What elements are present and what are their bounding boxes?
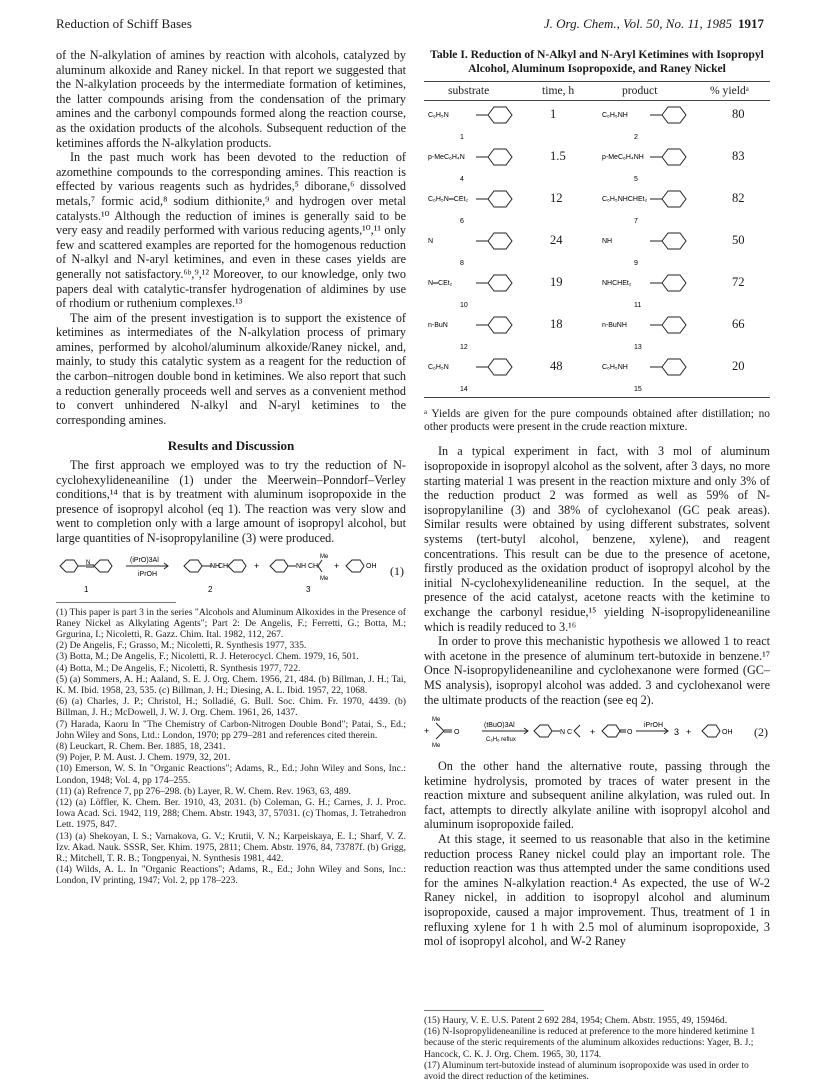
yield-cell: 82 [732,191,745,205]
footnote: (16) N-Isopropylideneaniline is reduced at preference to the more hindered ketimine 1 because of the steric requirements of the aluminum alkoxides reductions: Yager, B. J.; Hancock, C. K. J. Org. Chem. 1965, 30, 1174. [424,1026,756,1060]
structure-formula: N [428,238,434,245]
time-cell: 18 [550,317,563,331]
paragraph: In the past much work has been devoted to the reduction of azomethine compounds to the corresponding amines. This reaction is effected by various reagents such as hydrides,⁵ diborane,⁶ dissolved metals,⁷ formic acid,⁸ sodium dithionite,⁹ and hydrogen over metal catalysts.¹⁰ Although the reduction of imines is generally said to be very easy and readily performed with various reducing agents,¹⁰,¹¹ only few and scattered examples are reported for the homogenous reduction of N-alkyl and N-aryl ketimines, and even in these cases yields are generally not satisfactory.⁶ᵇ,⁹,¹² Moreover, to our knowledge, only two papers deal with catalytic-transfer hydrogenation of aldimines by use of rhodium or ruthenium complexes.¹³ [56,150,406,311]
oh-label: OH [722,729,733,737]
substrate-cell-structure [426,271,546,311]
substrate-cell [426,313,546,357]
yield-cell: 50 [732,233,745,247]
compound-number: 15 [634,386,642,393]
compound-number: 5 [634,176,638,183]
plus-sign: + [254,560,260,571]
compound-number: 7 [634,218,638,225]
product-cell [600,355,720,399]
compound-number: 12 [460,344,468,351]
reagent-label: (iPrO)3Al [130,556,159,564]
product-cell [600,313,720,357]
methyl-label: Me [432,743,441,750]
ring [662,317,686,333]
nitrogen-label: N [560,729,566,737]
footnote: (12) (a) Löffler, K. Chem. Ber. 1910, 43, 2031. (b) Coleman, G. H.; Carnes, J. J. Proc. Iowa Acad. Sci. 1942, 119, 288; Chem. Abstr. 1943, 37, 57031. (c) Thomas, J. Tetrahedron Lett. 1975, 847. [56,797,406,831]
compound-number: 9 [634,260,638,267]
ring [662,359,686,375]
reagent-label: (tBuO)3Al [484,722,515,730]
time-cell: 12 [550,191,563,205]
plus-sign: + [686,727,692,738]
journal-name: J. Org. Chem., Vol. 50, No. 11, 1985 [543,16,732,31]
structure-formula: C₆H₅N═CEt₂ [428,196,469,203]
footnote: (10) Emerson, W. S. In "Organic Reactions"; Adams, R., Ed.; John Wiley and Sons, Inc.: London, 1948; Vol. 4, pp 174–255. [56,763,406,786]
col-product: product [622,84,658,97]
structure-formula: C₆H₅NH [602,364,628,371]
col-substrate: substrate [448,84,490,97]
equation-1 [56,552,406,594]
substrate-cell-structure [426,355,546,395]
structure-formula: n-BuN [428,322,448,329]
product-cell [600,271,720,315]
substrate-cell [426,145,546,189]
equation-number: (2) [754,725,768,740]
compound-number: 11 [634,302,642,309]
plus-sign: + [334,560,340,571]
ring [662,275,686,291]
ch-label: CH [308,562,319,570]
footnote: (8) Leuckart, R. Chem. Ber. 1885, 18, 2341. [56,741,226,753]
table-row [424,227,770,269]
table-row [424,269,770,311]
oh-label: OH [366,562,377,570]
oxygen-label: O [454,729,460,737]
paragraph: The first approach we employed was to try the reduction of N-cyclohexylideneaniline (1) under the Meerwein–Ponndorf–Verley conditions,¹⁴ that is by treatment with aluminum isopropoxide in the presence of isopropyl alcohol (eq 1). The reaction was very slow and went to completion only with a large amount of isopropyl alcohol, but large quantities of N-isopropylaniline (3) were produced. [56,458,406,545]
ring [488,107,512,123]
structure-formula: NHCHEt₂ [602,280,632,287]
time-cell: 19 [550,275,563,289]
time-cell: 48 [550,359,563,373]
footnote-divider [424,1010,544,1011]
ch-label: CH [218,562,229,570]
product-cell-structure [600,187,720,227]
equation-1-scheme [56,552,406,594]
yield-cell: 20 [732,359,745,373]
substrate-cell [426,355,546,399]
yield-cell: 83 [732,149,745,163]
paragraph: of the N-alkylation of amines by reaction with alcohols, catalyzed by aluminum alkoxide and Raney nickel. In that report we suggested that the N-alkylation proceeds by the intermediate formation of ketimines, the latter compounds arising from the condensation of the primary amines and the carbonyl compounds formed along the reaction course, as the oxidation products of the alcohols. Subsequent reduction of the ketimines affords the N-alkylation products. [56,48,406,150]
footnote: (6) (a) Charles, J. P.; Christol, H.; Solladié, G. Bull. Soc. Chim. Fr. 1970, 4439. (b) Billman, J. H.; McDowell, J. W. J. Org. Chem. 1961, 26, 1437. [56,696,406,719]
table-footnote: ᵃ Yields are given for the pure compounds obtained after distillation; no other products were present in the crude reaction mixture. [424,408,770,434]
right-column [424,48,770,949]
compound-number: 6 [460,218,464,225]
plus-sign: + [424,726,430,737]
time-cell: 24 [550,233,563,247]
yield-cell: 80 [732,107,745,121]
product-cell [600,103,720,147]
paragraph: At this stage, it seemed to us reasonable that also in the ketimine reduction process Raney nickel could play an important role. The reduction reaction was thus attempted under the same conditions used for the amines N-alkylation reaction.⁴ As expected, the use of W-2 Raney nickel, in addition to isopropyl alcohol and aluminum isopropoxide, caused a major improvement. Thus, treatment of 1 in refluxing xylene for 1 h with 2.5 mol of aluminum isopropoxide, 3 mol of isopropyl alcohol, and W-2 Raney [424,832,770,949]
footnote: (9) Pojer, P. M. Aust. J. Chem. 1979, 32, 201. [56,752,231,764]
compound-number: 2 [634,134,638,141]
compound-label: 3 [306,584,311,594]
substrate-cell [426,229,546,273]
substrate-cell-structure [426,145,546,185]
footnote: (2) De Angelis, F.; Grasso, M.; Nicoletti, R. Synthesis 1977, 335. [56,640,307,652]
footnote: (7) Harada, Kaoru In "The Chemistry of Carbon-Nitrogen Double Bond"; Patai, S., Ed.; John Wiley and Sons, Ltd.: London, 1970; pp 279–281 and references cited therein. [56,718,406,741]
footnotes-left [56,607,406,887]
methyl-label: Me [432,717,441,724]
paragraph: On the other hand the alternative route, passing through the ketimine hydrolysis, promoted by traces of water present in the reaction mixture and subsequent aniline alkylation, was ruled out. In fact, attempts to directly alkylate aniline with isopropyl alcohol and aluminum isopropoxide failed. [424,759,770,832]
table-row [424,353,770,395]
compound-label: 1 [84,584,89,594]
footnote: (15) Haury, V. E. U.S. Patent 2 692 284, 1954; Chem. Abstr. 1955, 49, 15946d. [424,1015,728,1026]
nh-label: NH [210,562,221,570]
col-yield: % yieldᵃ [710,84,749,97]
compound-number: 4 [460,176,464,183]
substrate-cell-structure [426,103,546,143]
paragraph: In a typical experiment in fact, with 3 mol of aluminum isopropoxide in isopropyl alcohol as the solvent, after 3 days, no more starting material 1 was present in the reaction mixture and only 3% of the reduction product 2 was formed as well as 59% of N-isopropylaniline (3) and 38% of cyclohexanol (GC peak areas). Similar results were obtained by using different substrates, solvent systems (tert-butyl alcohol, benzene, xylene), and reagent concentrations. This result can be due to the presence of acetone, firstly produced as the oxidation product of isopropyl alcohol by the initial N-cyclohexylideneaniline reduction. In the sequel, at the presence of the acid catalyst, acetone reacts with the ketimine to exchange the carbonyl residue,¹⁵ yielding N-isopropylideneaniline which is readily reduced to 3.¹⁶ [424,444,770,634]
structure-formula: C₆H₅NHCHEt₂ [602,196,648,203]
substrate-cell [426,103,546,147]
solvent-label: iPrOH [138,570,158,578]
nitrogen-label: N [86,559,91,566]
ring [488,317,512,333]
section-heading: Results and Discussion [167,438,295,454]
compound-number: 14 [460,386,468,393]
footnote: (11) (a) Refrence 7, pp 276–298. (b) Layer, R. W. Chem. Rev. 1963, 63, 489. [56,785,351,797]
footnote: (3) Botta, M.; De Angelis, F.; Nicoletti, R. J. Heterocycl. Chem. 1979, 16, 501. [56,651,359,663]
substrate-cell [426,187,546,231]
compound-number: 10 [460,302,468,309]
time-cell: 1.5 [550,149,566,163]
substrate-cell-structure [426,229,546,269]
structure-formula: n-BuNH [602,322,627,329]
ring [662,149,686,165]
time-cell: 1 [550,107,557,121]
methyl-label: Me [320,553,329,560]
reagent-label: iPrOH [644,722,664,730]
running-title: Reduction of Schiff Bases [56,16,192,31]
footnote: (17) Aluminum tert-butoxide instead of aluminum isopropoxide was used in order to avoid the direct reduction of the ketimines. [424,1059,749,1082]
product-cell [600,187,720,231]
compound-number: 13 [634,344,642,351]
ring [488,191,512,207]
product-cell-structure [600,355,720,395]
table-row [424,185,770,227]
yield-cell: 66 [732,317,745,331]
footnote-divider [56,602,176,603]
running-header [56,16,764,36]
structure-formula: N═CEt₂ [428,280,453,287]
methyl-label: Me [320,575,329,582]
product-cell-structure [600,145,720,185]
table-caption: Table I. Reduction of N-Alkyl and N-Aryl Ketimines with Isopropyl Alcohol, Aluminum Isopropoxide, and Raney Nickel [430,48,764,75]
page-number: 1917 [738,16,764,31]
footnote: (5) (a) Sommers, A. H.; Aaland, S. E. J. Org. Chem. 1956, 21, 484. (b) Billman, J. H.; Tai, K. M. Ibid. 1958, 23, 535. (c) Billman, J. H.; Diesing, A. L. Ibid. 1957, 22, 1068. [56,673,406,697]
ring [662,107,686,123]
table-body [424,101,770,395]
table-row [424,311,770,353]
paragraph: In order to prove this mechanistic hypothesis we allowed 1 to react with acetone in the presence of aluminum tert-butoxide in benzene.¹⁷ Once N-isopropylideneaniline and cyclohexanone were formed (GC–MS analysis), isopropyl alcohol was added. 3 and cyclohexanol were the ultimate products of the reaction (see eq 2). [424,634,770,707]
journal-citation [544,16,764,32]
structure-formula: NH [602,238,613,245]
structure-formula: C₆H₅N [428,364,449,371]
product-cell-structure [600,103,720,143]
benzene-ring [60,560,78,572]
product-cell-structure [600,229,720,269]
ring [488,359,512,375]
product-cell-structure [600,313,720,353]
substrate-cell-structure [426,313,546,353]
equation-2 [424,713,770,755]
table-row [424,143,770,185]
ring [488,275,512,291]
ring [662,191,686,207]
footnote: (14) Wilds, A. L. In "Organic Reactions"; Adams, R., Ed.; John Wiley and Sons, Inc.: London, IV printing, 1947; Vol. 2, pp 178–223. [56,864,406,887]
structure-formula: p-MeC₆H₄N [428,154,465,161]
structure-formula: C₆H₅N [428,112,449,119]
table-row [424,101,770,143]
footnote: (1) This paper is part 3 in the series "Alcohols and Aluminum Alkoxides in the Presence of Raney Nickel as Alkylating Agents"; Part 2: De Angelis, F.; Ferretti, G.; Botta, M.; Grgurina, I.; Nicoletti, R. Gazz. Chim. Ital. 1982, 112, 267. [56,606,406,640]
paragraph: The aim of the present investigation is to support the existence of ketimines as intermediates of the N-alkylation process of primary amines, performed by alcohol/aluminum alkoxide/Raney nickel, and, mainly, to study this catalytic system as a reagent for the reduction of the carbon–nitrogen double bond in ketimines. We also report that such a reduction generally proceeds well and serves as a convenient method to convert unhindered N-alkyl and N-aryl ketimines to the corresponding amines. [56,310,406,427]
oxygen-label: O [627,729,633,737]
product-cell [600,229,720,273]
ring [488,149,512,165]
compound-label: 2 [208,584,213,594]
structure-formula: C₆H₅NH [602,112,628,119]
carbon-label: C [567,729,573,737]
equation-number: (1) [390,563,404,578]
col-time: time, h [542,84,575,97]
plus-sign: + [590,727,596,738]
compound-number: 8 [460,260,464,267]
table-header [424,81,770,101]
substrate-cell [426,271,546,315]
product-cell-structure [600,271,720,311]
footnote: (13) (a) Shekoyan, I. S.; Varnakova, G. V.; Krutii, V. N.; Karpeiskaya, E. I.; Sharf, V. Z. Izv. Akad. Nauk. SSSR, Ser. Khim. 1975, 2811; Chem. Abstr. 1976, 84, 73787f. (b) Grigg, R.; Mitchell, T. R. B.; Tongpenyai, N. Synthesis 1981, 442. [56,830,406,865]
left-column [56,48,406,887]
structure-formula: p-MeC₆H₄NH [602,154,644,161]
cyclohexane-ring [94,560,112,572]
footnotes-right [424,1010,770,1082]
footnote: (4) Botta, M.; De Angelis, F.; Nicoletti, R. Synthesis 1977, 722. [56,662,301,674]
compound-number: 1 [460,134,464,141]
ring [662,233,686,249]
yield-cell: 72 [732,275,745,289]
condition-label: C₆H₆ reflux [486,737,516,744]
product-cell [600,145,720,189]
ring [488,233,512,249]
nh-label: NH [296,562,307,570]
equation-2-scheme [424,713,770,755]
compound-label: 3 [674,727,680,738]
substrate-cell-structure [426,187,546,227]
